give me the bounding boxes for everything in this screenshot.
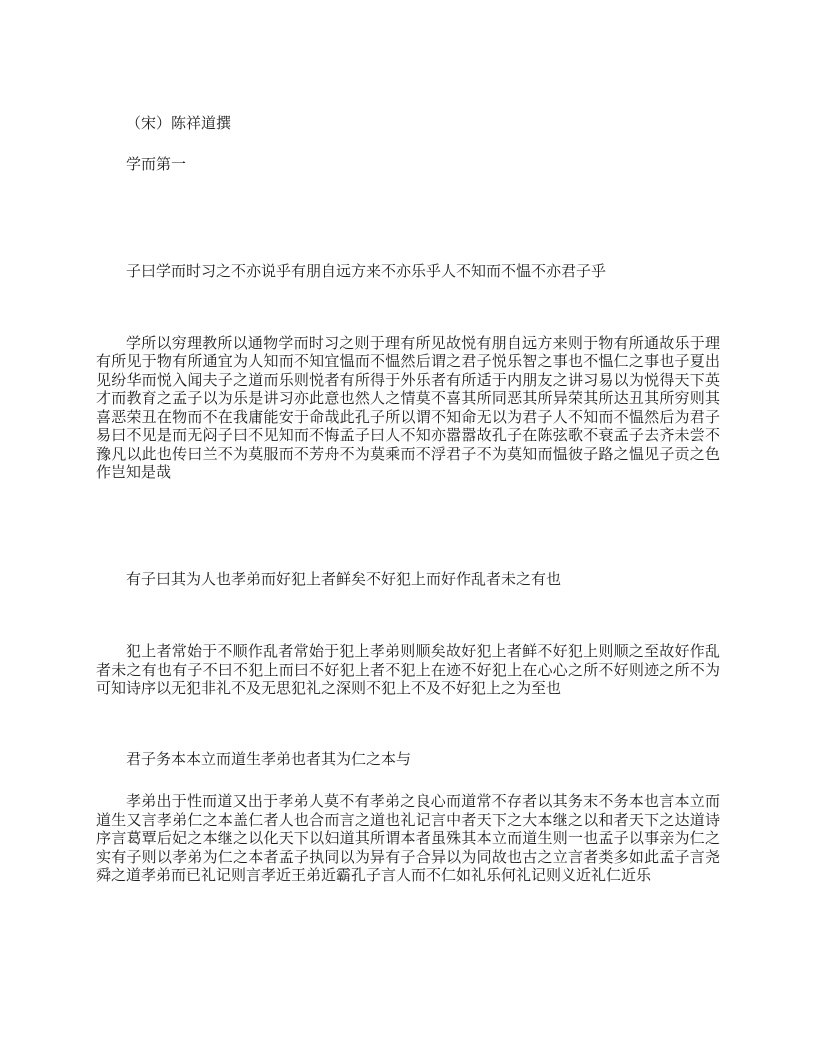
commentary-paragraph-2: 犯上者常始于不顺作乱者常始于犯上孝弟则顺矣故好犯上者鲜不好犯上则顺之至故好作乱者未之有也有子不曰不犯上而曰不好犯上者不犯上在迹不好犯上在心心之所不好则迹之所不为可知诗序以无犯非礼不及无思犯礼之深则不犯上不及不好犯上之为至也 [96,644,720,697]
chapter-heading: 学而第一 [126,156,187,173]
analects-quote-1: 子曰学而时习之不亦说乎有朋自远方来不亦乐乎人不知而不愠不亦君子乎 [126,264,607,280]
commentary-paragraph-3: 孝弟出于性而道又出于孝弟人莫不有孝弟之良心而道常不存者以其务末不务本也言本立而道生又言孝弟仁之本盖仁者人也合而言之道也礼记言中者天下之大本继之以和者天下之达道诗序言葛覃后妃之本继之以化天下以妇道其所谓本者虽殊其本立而道生则一也孟子以事亲为仁之实有子则以孝弟为仁之本者孟子执同以为异有子合异以为同故也古之立言者类多如此孟子言尧舜之道孝弟而已礼记则言孝近王弟近霸孔子言人而不仁如礼乐何礼记则义近礼仁近乐 [96,794,720,884]
analects-quote-3: 君子务本本立而道生孝弟也者其为仁之本与 [126,751,412,768]
author-line: （宋）陈祥道撰 [126,116,232,132]
commentary-paragraph-1: 学所以穷理教所以通物学而时习之则于理有所见故悦有朋自远方来则于物有所通故乐于理有所见于物有所通宜为人知而不知宜愠而不愠然后谓之君子悦乐智之事也不愠仁之事也子夏出见纷华而悦入闻夫子之道而乐则悦者有所得于外乐者有所适于内朋友之讲习易以为悦得天下英才而教育之孟子以为乐是讲习亦此意也然人之情莫不喜其所同恶其所异荣其所达丑其所穷则其喜恶荣丑在物而不在我庸能安于命哉此孔子所以谓不知命无以为君子人不知而不愠然后为君子易曰不见是而无闷子曰不见知而不悔孟子曰人不知亦嚣嚣故孔子在陈弦歌不衰孟子去齐未尝不豫凡以此也传曰兰不为莫服而不芳舟不为莫乘而不浮君子不为莫知而愠彼子路之愠见子贡之色作岂知是哉 [96,335,720,481]
analects-quote-2: 有子曰其为人也孝弟而好犯上者鲜矣不好犯上而好作乱者未之有也 [126,571,562,588]
